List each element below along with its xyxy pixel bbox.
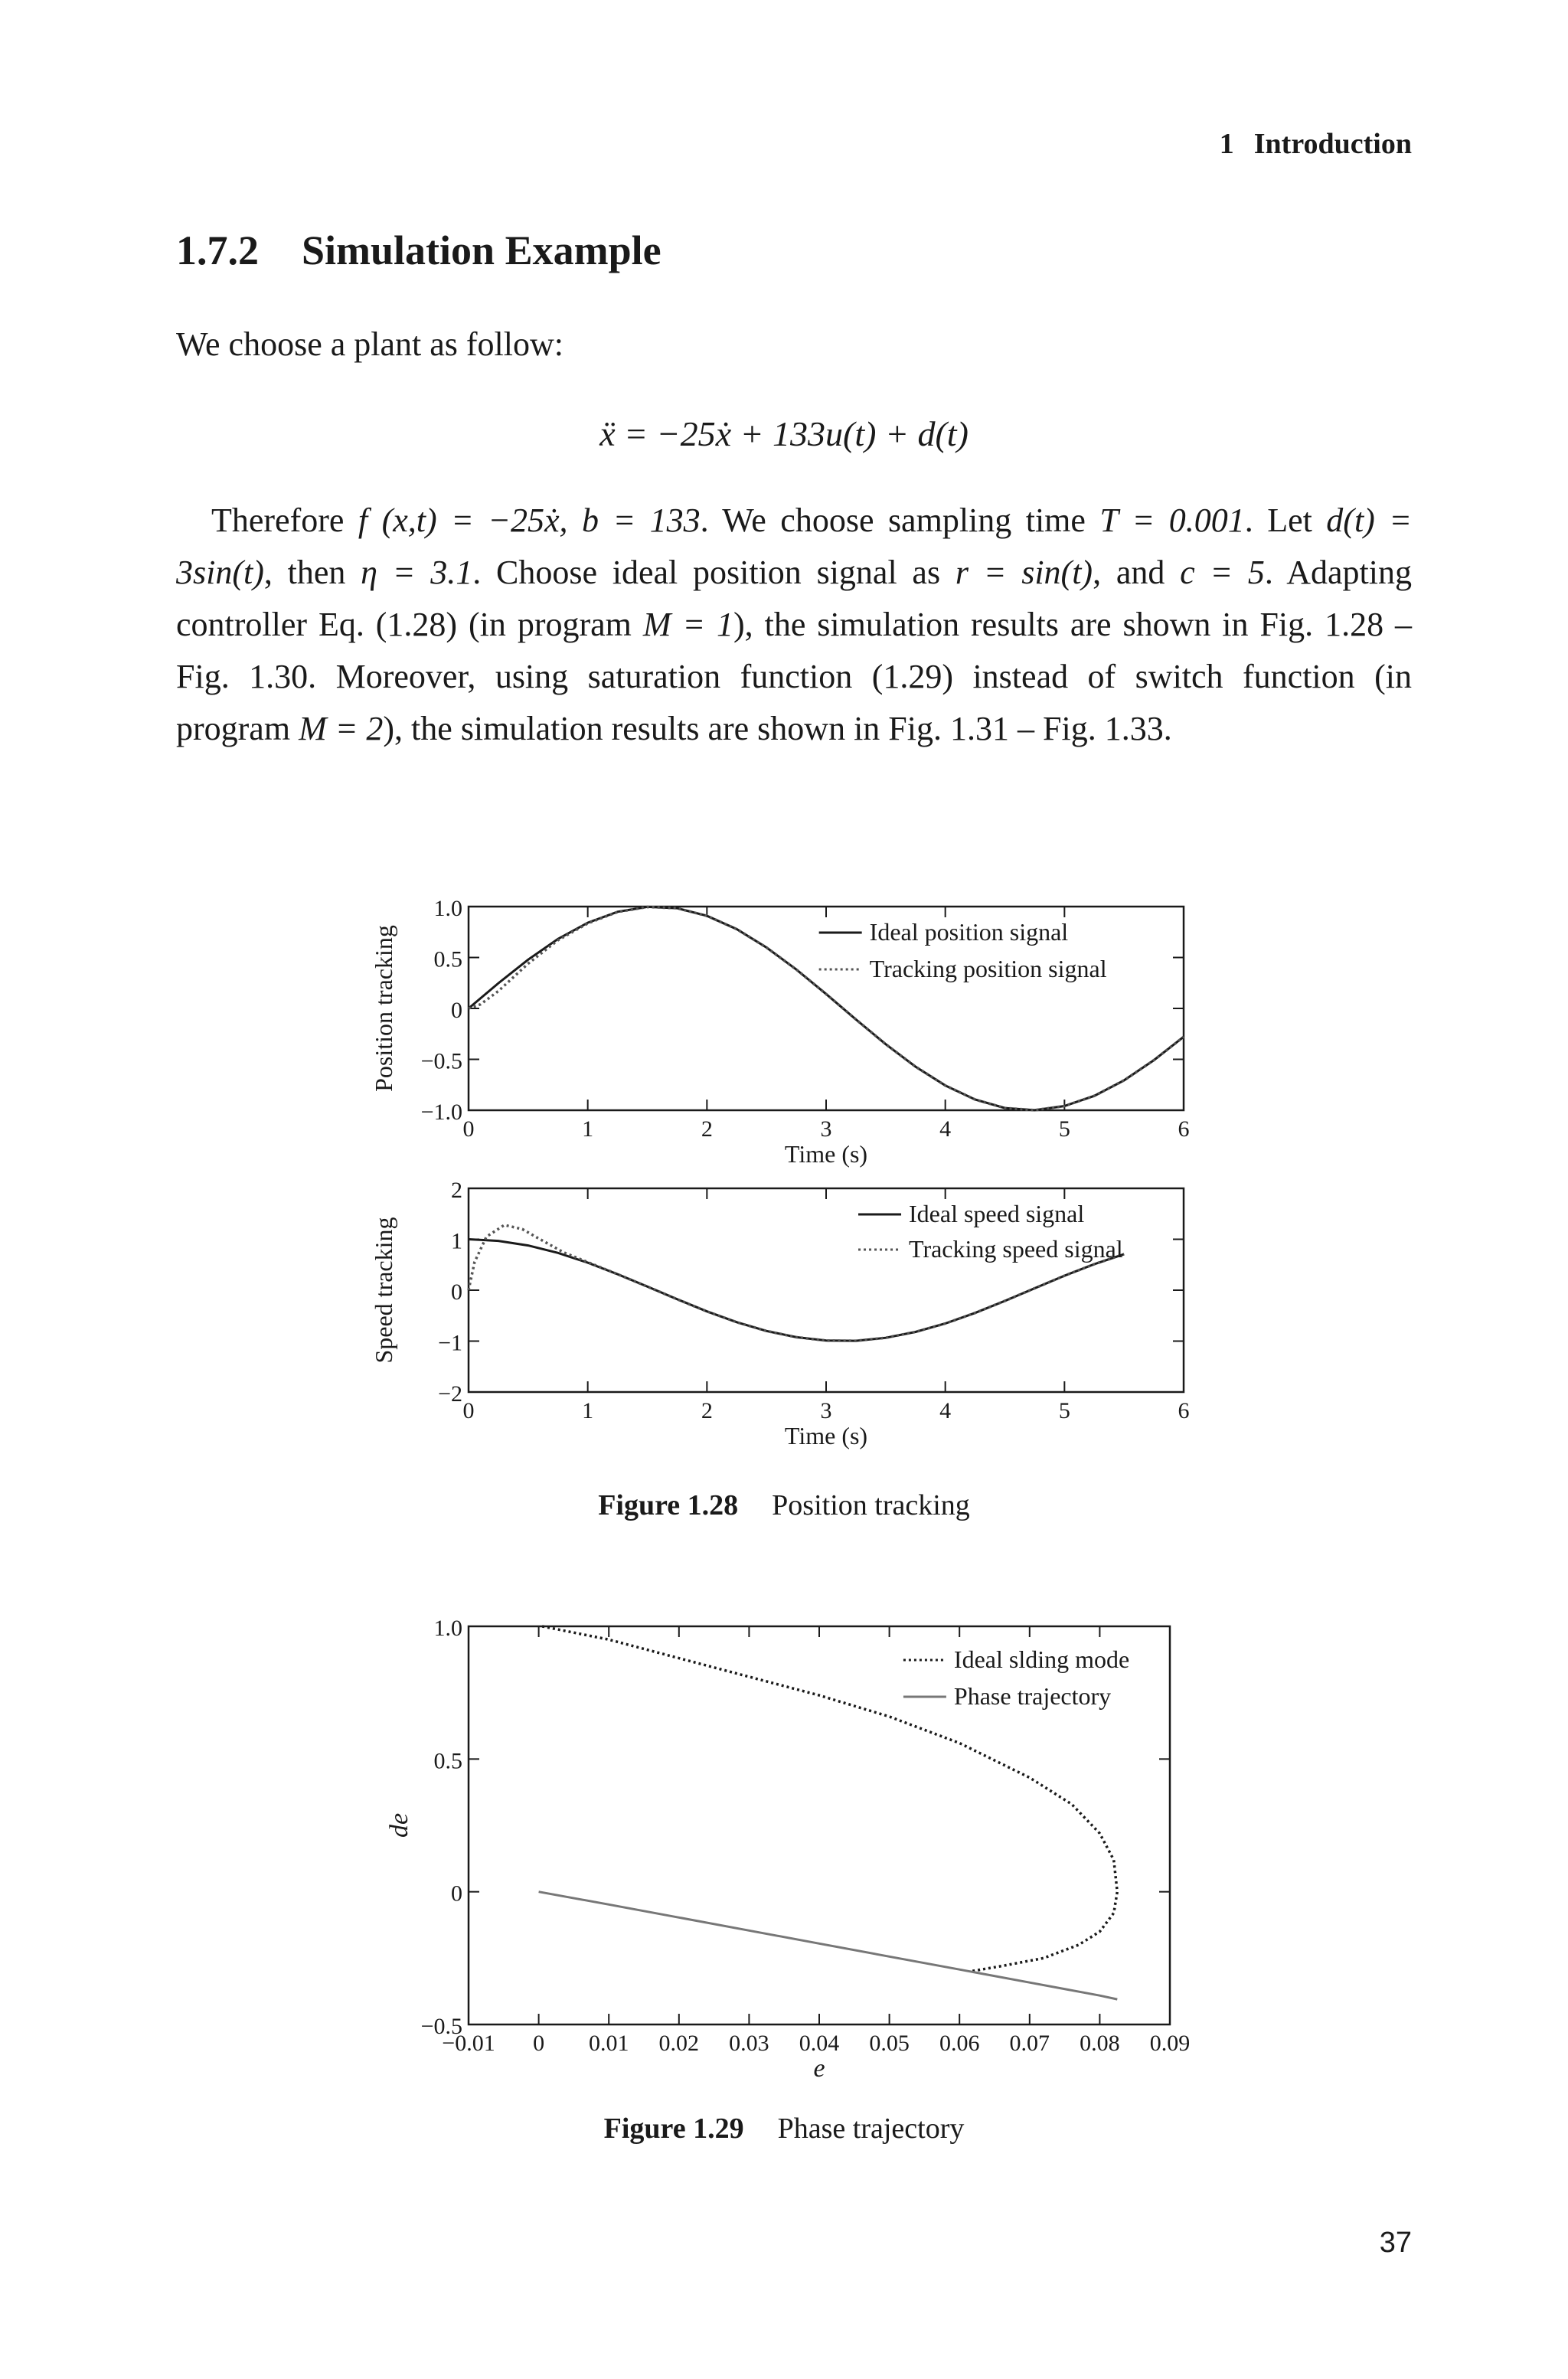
chart-position-xtick-label: 2 — [701, 1116, 713, 1142]
body-paragraph — [176, 495, 1412, 755]
chart-phase-xtick-label: 0.01 — [588, 2031, 629, 2056]
chart-position-xtick-label: 4 — [939, 1116, 952, 1142]
chart-position-ylabel: Position tracking — [370, 925, 397, 1092]
chart-phase-ytick-label: 0 — [451, 1881, 462, 1907]
chart-speed-ytick-label: −1 — [438, 1330, 462, 1356]
chart-phase-xtick-label: 0.06 — [939, 2031, 980, 2056]
chart-phase-series-2-line — [539, 1892, 1118, 1999]
chart-speed-xtick-label: 1 — [582, 1398, 594, 1423]
figure-1-29-plot — [360, 1608, 1217, 2113]
text-run: ), the simulation results are shown in Fig. 1.31 – Fig. 1.33. — [383, 710, 1172, 747]
math-c: c = 5 — [1180, 554, 1265, 591]
chart-speed-xtick-label: 3 — [820, 1398, 832, 1423]
chart-phase-ytick-label: −0.5 — [420, 2014, 462, 2039]
figure-label: Figure 1.28 — [598, 1489, 739, 1521]
math-M2: M = 2 — [299, 710, 384, 747]
math-T: T = 0.001 — [1099, 502, 1245, 539]
figure-1-28-caption — [0, 1489, 1568, 1522]
chart-phase-xtick-label: 0 — [533, 2031, 545, 2056]
text-run: ), the simulation results are shown in Fig. 1.28 – Fig. 1.30. Moreover, using saturation function (1.29) instead of switch function (in program — [176, 606, 1413, 747]
chart-position-frame — [469, 907, 1184, 1110]
chart-phase-xtick-label: −0.01 — [442, 2031, 495, 2056]
chart-position-xtick-label: 6 — [1178, 1116, 1190, 1142]
chart-phase-xtick-label: 0.04 — [799, 2031, 840, 2056]
math-r: r = sin(t) — [955, 554, 1093, 591]
chart-speed-ytick-label: 1 — [451, 1228, 462, 1254]
running-head — [1200, 127, 1412, 161]
text-run: , and — [1093, 554, 1181, 591]
chart-position-xtick-label: 3 — [820, 1116, 832, 1142]
chart-position-legend-label-2: Tracking position signal — [869, 955, 1107, 982]
chart-phase-xtick-label: 0.09 — [1149, 2031, 1191, 2056]
chapter-number: 1 — [1219, 128, 1234, 160]
math-f: f (x,t) = −25ẋ, — [358, 502, 568, 539]
chart-speed-xtick-label: 0 — [462, 1398, 475, 1423]
chart-speed-xtick-label: 6 — [1178, 1398, 1190, 1423]
chart-phase-xtick-label: 0.07 — [1009, 2031, 1050, 2056]
text-run: Therefore — [211, 502, 358, 539]
chart-speed-xlabel: Time (s) — [784, 1422, 868, 1449]
chart-position-xtick-label: 5 — [1058, 1116, 1070, 1142]
chart-phase-xtick-label: 0.05 — [869, 2031, 910, 2056]
section-title: Simulation Example — [302, 227, 662, 273]
chart-position-ytick-label: 1.0 — [433, 896, 462, 921]
math-eta: η = 3.1 — [361, 554, 473, 591]
math-b: b = 133 — [581, 502, 701, 539]
chart-phase-ytick-label: 1.0 — [433, 1616, 462, 1641]
chart-position-xtick-label: 0 — [462, 1116, 475, 1142]
chart-position-ytick-label: 0 — [451, 998, 462, 1023]
page-number: 37 — [1379, 2227, 1412, 2259]
chart-position-series-1-line — [469, 907, 1184, 1110]
chart-speed-xtick-label: 2 — [701, 1398, 713, 1423]
math-d: d(t) = 3sin(t) — [176, 502, 1412, 591]
figure-title: Phase trajectory — [777, 2113, 965, 2145]
chart-speed-xtick-label: 4 — [939, 1398, 952, 1423]
chart-speed-xtick-label: 5 — [1058, 1398, 1070, 1423]
chart-speed-ytick-label: 2 — [451, 1178, 462, 1203]
text-run: , then — [263, 554, 361, 591]
chart-speed-legend-label-1: Ideal speed signal — [909, 1200, 1085, 1227]
chart-speed-ytick-label: −2 — [438, 1381, 462, 1407]
chart-speed-legend-label-2: Tracking speed signal — [909, 1235, 1123, 1263]
text-run: . We choose sampling time — [700, 502, 1100, 539]
text-run: . Adapting controller Eq. (1.28) (in program — [176, 554, 1412, 643]
intro-sentence: We choose a plant as follow: — [176, 325, 564, 363]
plant-equation: ẍ = −25ẋ + 133u(t) + d(t) — [599, 414, 969, 453]
chart-phase-xtick-label: 0.03 — [729, 2031, 769, 2056]
chart-position-legend-label-1: Ideal position signal — [869, 918, 1069, 946]
figure-1-28-plots — [360, 888, 1217, 1470]
figure-title: Position tracking — [772, 1489, 970, 1521]
figure-1-29-caption — [0, 2112, 1568, 2145]
text-run: . Choose ideal position signal as — [472, 554, 956, 591]
chart-position-series-2-line — [469, 907, 1184, 1110]
figure-label: Figure 1.29 — [603, 2113, 744, 2145]
chart-phase-xtick-label: 0.08 — [1080, 2031, 1120, 2056]
section-heading — [176, 227, 662, 274]
section-number: 1.7.2 — [176, 227, 259, 273]
chart-phase-legend-label-1: Ideal slding mode — [953, 1645, 1130, 1673]
chart-phase-xtick-label: 0.02 — [658, 2031, 700, 2056]
chart-position-ytick-label: 0.5 — [433, 946, 462, 972]
math-M1: M = 1 — [642, 606, 734, 643]
chart-position-ytick-label: −1.0 — [420, 1100, 462, 1125]
chart-phase-series-1-line — [542, 1626, 1117, 1972]
chart-phase-ylabel: de — [385, 1812, 413, 1838]
chapter-title: Introduction — [1253, 128, 1412, 160]
chart-speed-ytick-label: 0 — [451, 1279, 462, 1305]
chart-speed-ylabel: Speed tracking — [370, 1217, 397, 1364]
chart-position-xtick-label: 1 — [582, 1116, 594, 1142]
chart-position-ytick-label: −0.5 — [420, 1048, 462, 1074]
chart-position-xlabel: Time (s) — [784, 1140, 868, 1168]
text-run: . Let — [1244, 502, 1327, 539]
chart-phase-ytick-label: 0.5 — [433, 1748, 462, 1774]
chart-phase-xlabel: e — [813, 2054, 825, 2083]
chart-phase-legend-label-2: Phase trajectory — [953, 1682, 1112, 1710]
